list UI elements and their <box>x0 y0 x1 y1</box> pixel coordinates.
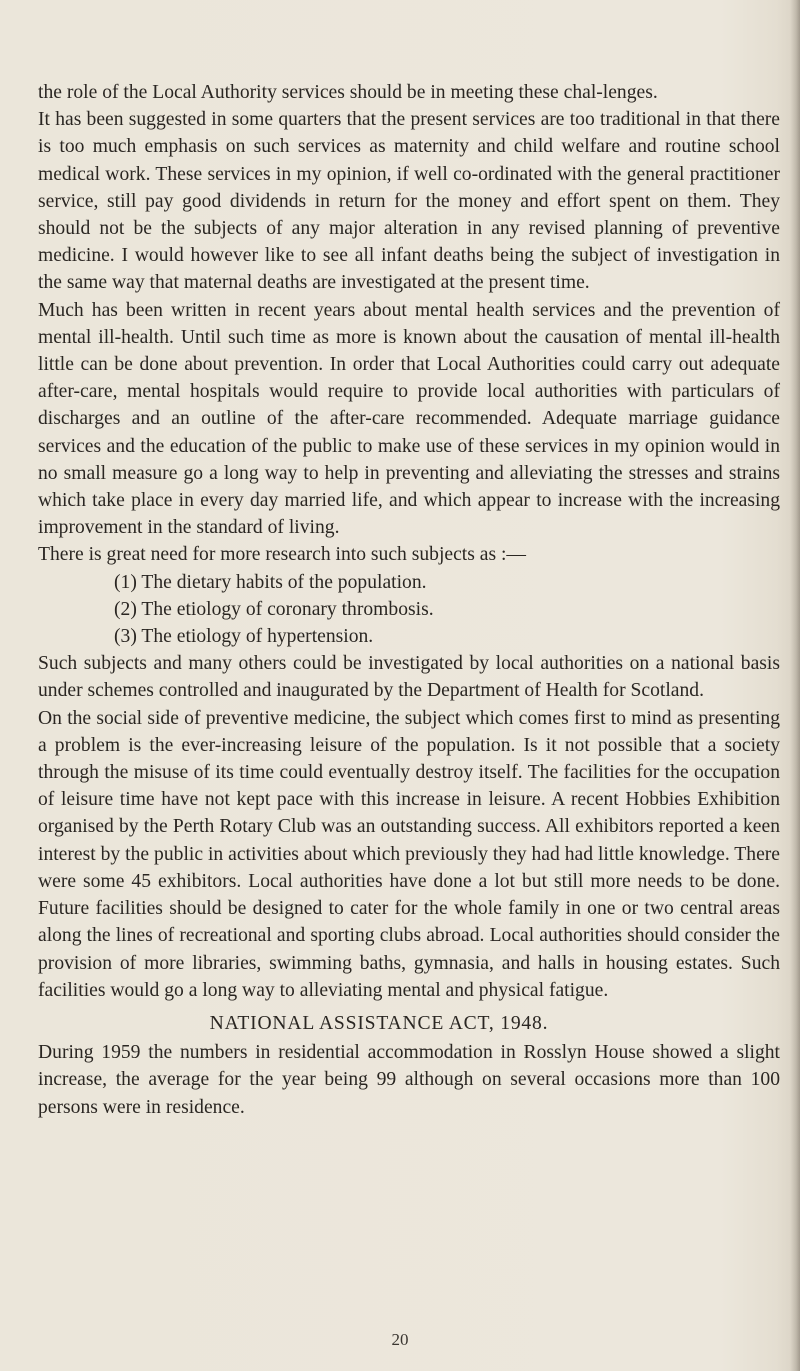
paragraph-mental-health: Much has been written in recent years about mental health services and the prevention of mental ill-health. Until such time as more is known about the causation of mental ill-health little can be done about prevention. In order that Local Authorities could carry out adequate after-care, mental hospitals would require to provide local authorities with particulars of discharges and an outline of the after-care recommended. Adequate marriage guidance services and the education of the public to make use of these services in my opinion would in no small measure go a long way to help in preventing and alleviating the stresses and strains which take place in every day married life, and which appear to increase with the increasing improvement in the standard of living. <box>38 299 780 539</box>
list-item: (3) The etiology of hypertension. <box>114 626 374 648</box>
list-item: (1) The dietary habits of the population. <box>114 571 427 593</box>
research-list <box>38 569 780 651</box>
document-body <box>38 79 780 1121</box>
page-number: 20 <box>391 1330 409 1349</box>
paragraph-research-need: There is great need for more research into such subjects as :— <box>38 544 527 566</box>
paragraph-national-basis: Such subjects and many others could be investigated by local authorities on a national basis under schemes controlled and inaugurated by the Department of Health for Scotland. <box>38 653 780 702</box>
page-edge-shadow <box>790 0 800 1371</box>
paragraph-traditional-services: It has been suggested in some quarters that the present services are too traditional in that there is too much emphasis on such services as maternity and child welfare and routine school medical work. These services in my opinion, if well co-ordinated with the general practitioner service, still pay good dividends in return for the money and effort spent on them. They should not be the subjects of any major alteration in any revised planning of preventive medicine. I would however like to see all infant deaths being the subject of investigation in the same way that maternal deaths are investigated at the present time. <box>38 109 780 294</box>
paragraph-challenges: the role of the Local Authority services should be in meeting these chal-lenges. <box>38 82 658 103</box>
list-item: (2) The etiology of coronary thrombosis. <box>114 598 434 620</box>
paragraph-rosslyn-house: During 1959 the numbers in residential accommodation in Rosslyn House showed a slight increase, the average for the year being 99 although on several occasions more than 100 persons were in residence. <box>38 1042 780 1118</box>
section-heading: NATIONAL ASSISTANCE ACT, 1948. <box>209 1012 549 1034</box>
paragraph-leisure: On the social side of preventive medicine, the subject which comes first to mind as presenting a problem is the ever-increasing leisure of the population. Is it not possible that a society through the misuse of its time could eventually destroy itself. The facilities for the occupation of leisure time have not kept pace with this increase in leisure. A recent Hobbies Exhibition organised by the Perth Rotary Club was an outstanding success. All exhibitors reported a keen interest by the public in activities about which previously they had had little knowledge. There were some 45 exhibitors. Local authorities have done a lot but still more needs to be done. Future facilities should be designed to cater for the whole family in one or two central areas along the lines of recreational and sporting clubs abroad. Local authorities should consider the provision of more libraries, swimming baths, gymnasia, and halls in housing estates. Such facilities would go a long way to alleviating mental and physical fatigue. <box>38 707 780 1001</box>
